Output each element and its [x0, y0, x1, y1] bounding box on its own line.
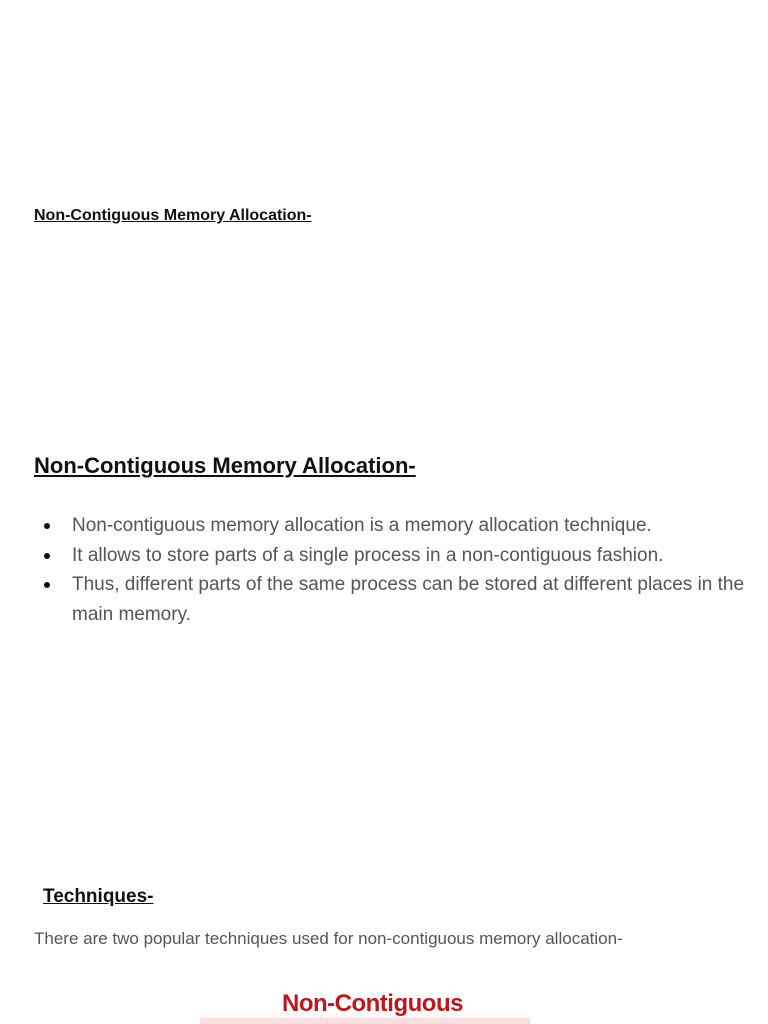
- list-item-text: Thus, different parts of the same process can be stored at different places in the main memory.: [72, 574, 745, 625]
- bullet-list: [34, 511, 768, 629]
- bullet-dot-icon: [44, 553, 50, 559]
- section-heading: Non-Contiguous Memory Allocation-: [34, 453, 416, 478]
- diagram-figure: [200, 980, 530, 1024]
- list-item-text: It allows to store parts of a single process in a non-contiguous fashion.: [72, 544, 664, 566]
- bullet-dot-icon: [44, 523, 50, 529]
- techniques-heading: Techniques-: [43, 886, 154, 907]
- techniques-paragraph: There are two popular techniques used for non-contiguous memory allocation-: [34, 929, 623, 948]
- bullet-dot-icon: [44, 582, 50, 588]
- list-item: [72, 511, 768, 541]
- list-item: [72, 541, 768, 571]
- diagram-title: Non-Contiguous: [282, 990, 463, 1017]
- list-item: [72, 570, 768, 629]
- list-item-text: Non-contiguous memory allocation is a memory allocation technique.: [72, 515, 652, 536]
- diagram-box-edge: [200, 1018, 530, 1024]
- page-heading-small: Non-Contiguous Memory Allocation-: [34, 207, 312, 224]
